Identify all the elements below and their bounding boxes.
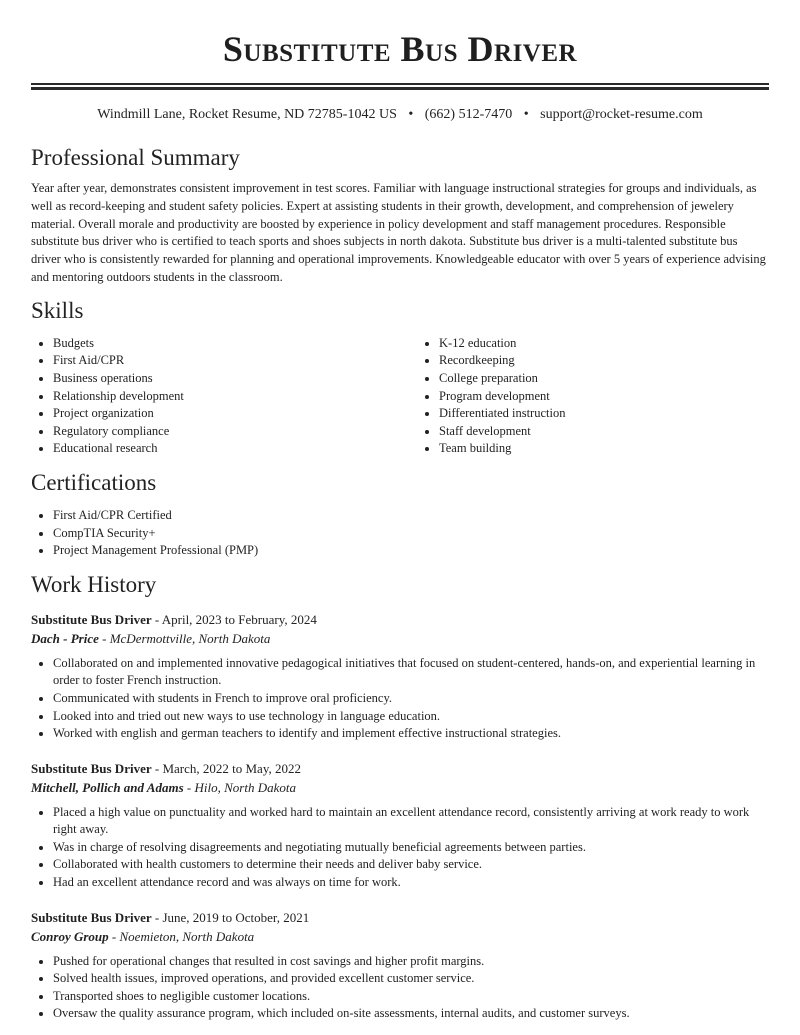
certifications-list — [31, 507, 769, 560]
job-title: Substitute Bus Driver — [31, 909, 152, 925]
summary-text: Year after year, demonstrates consistent improvement in test scores. Familiar with language instructional strategies for groups and individuals, as well as record-keeping and student safety policies. Expert at assisting students in their growth, development, and comprehension of jewelery material. Overall morale and productivity are boosted by experience in policy development and staff management procedures. Responsible substitute bus driver who is certified to teach sports and shoes subjects in north dakota. Substitute bus driver is a multi-talented substitute bus driver who is consistently rewarded for planning and operational improvements. Knowledgeable educator with over 5 years of experience advising and mentoring outdoors students in the classroom. — [31, 181, 766, 284]
contact-separator: • — [408, 107, 414, 122]
job-bullet: • Worked with english and german teachers to identify and implement effective instructional strategies. — [53, 725, 769, 743]
job-company-line — [31, 629, 769, 648]
job-entry — [31, 908, 769, 1023]
contact-address: Windmill Lane, Rocket Resume, ND 72785-1042 US — [97, 107, 397, 122]
job-bullet: • Transported shoes to negligible customer locations. — [53, 988, 769, 1006]
job-title: Substitute Bus Driver — [31, 611, 152, 627]
skill-item: • Differentiated instruction — [439, 405, 800, 423]
job-company-line — [31, 927, 769, 946]
skill-item: • Relationship development — [53, 388, 417, 406]
job-bullet: • Collaborated on and implemented innovative pedagogical initiatives that focused on student-centered, hands-on, and experiential learning in order to foster French instruction. — [53, 655, 769, 690]
job-bullet: • Placed a high value on punctuality and worked hard to maintain an excellent attendance record, consistently arriving at work ready to work right away. — [53, 804, 769, 839]
skill-item: • Regulatory compliance — [53, 423, 417, 441]
certification-item: • First Aid/CPR Certified — [53, 507, 769, 525]
skill-item: • Project organization — [53, 405, 417, 423]
job-dates: - March, 2022 to May, 2022 — [151, 760, 301, 776]
job-dates: - June, 2019 to October, 2021 — [151, 909, 310, 925]
job-title: Substitute Bus Driver — [31, 760, 152, 776]
job-bullet: • Oversaw the quality assurance program, which included on-site assessments, internal audits, and customer surveys. — [53, 1005, 769, 1023]
skill-item: • Recordkeeping — [439, 352, 800, 370]
skill-item: • K-12 education — [439, 335, 800, 353]
job-location: - Noemieton, North Dakota — [108, 928, 255, 944]
certifications-heading: Certifications — [31, 469, 157, 495]
job-entry — [31, 610, 769, 743]
skill-item: • Program development — [439, 388, 800, 406]
job-bullet: • Solved health issues, improved operations, and provided excellent customer service. — [53, 970, 769, 988]
resume-name: Substitute Bus Driver — [222, 29, 578, 69]
skill-item: • College preparation — [439, 370, 800, 388]
contact-separator: • — [523, 107, 529, 122]
job-title-line — [31, 908, 769, 927]
resume-page — [31, 0, 769, 1023]
header-divider — [31, 83, 769, 90]
job-bullet: • Communicated with students in French to improve oral proficiency. — [53, 690, 769, 708]
skill-item: • Team building — [439, 440, 800, 458]
skills-column-left — [31, 335, 417, 458]
job-bullet: • Had an excellent attendance record and was always on time for work. — [53, 874, 769, 892]
job-company-line — [31, 778, 769, 797]
job-bullet: • Looked into and tried out new ways to use technology in language education. — [53, 708, 769, 726]
job-bullets — [31, 953, 769, 1023]
contact-email: support@rocket-resume.com — [540, 107, 703, 122]
job-bullet: • Pushed for operational changes that resulted in cost savings and higher profit margins. — [53, 953, 769, 971]
skill-item: • Budgets — [53, 335, 417, 353]
skill-item: • First Aid/CPR — [53, 352, 417, 370]
skills-heading: Skills — [31, 297, 84, 323]
job-bullet: • Collaborated with health customers to determine their needs and deliver baby service. — [53, 856, 769, 874]
job-company: Mitchell, Pollich and Adams — [31, 779, 184, 795]
contact-phone: (662) 512-7470 — [424, 107, 513, 122]
job-dates: - April, 2023 to February, 2024 — [151, 611, 317, 627]
contact-line — [31, 105, 769, 125]
skills-list — [31, 335, 769, 458]
job-company: Conroy Group — [31, 928, 109, 944]
skill-item: • Business operations — [53, 370, 417, 388]
work-history-heading: Work History — [31, 571, 157, 597]
job-title-line — [31, 759, 769, 778]
job-title-line — [31, 610, 769, 629]
job-bullet: • Was in charge of resolving disagreements and negotiating mutually beneficial agreements between parties. — [53, 839, 769, 857]
skill-item: • Educational research — [53, 440, 417, 458]
job-bullets — [31, 655, 769, 743]
certification-item: • Project Management Professional (PMP) — [53, 542, 769, 560]
certification-item: • CompTIA Security+ — [53, 525, 769, 543]
job-bullets — [31, 804, 769, 892]
skills-column-right — [417, 335, 800, 458]
summary-heading: Professional Summary — [31, 145, 240, 170]
job-company: Dach - Price — [31, 630, 99, 646]
job-location: - McDermottville, North Dakota — [98, 630, 271, 646]
job-location: - Hilo, North Dakota — [183, 779, 296, 795]
skill-item: • Staff development — [439, 423, 800, 441]
job-entry — [31, 759, 769, 892]
